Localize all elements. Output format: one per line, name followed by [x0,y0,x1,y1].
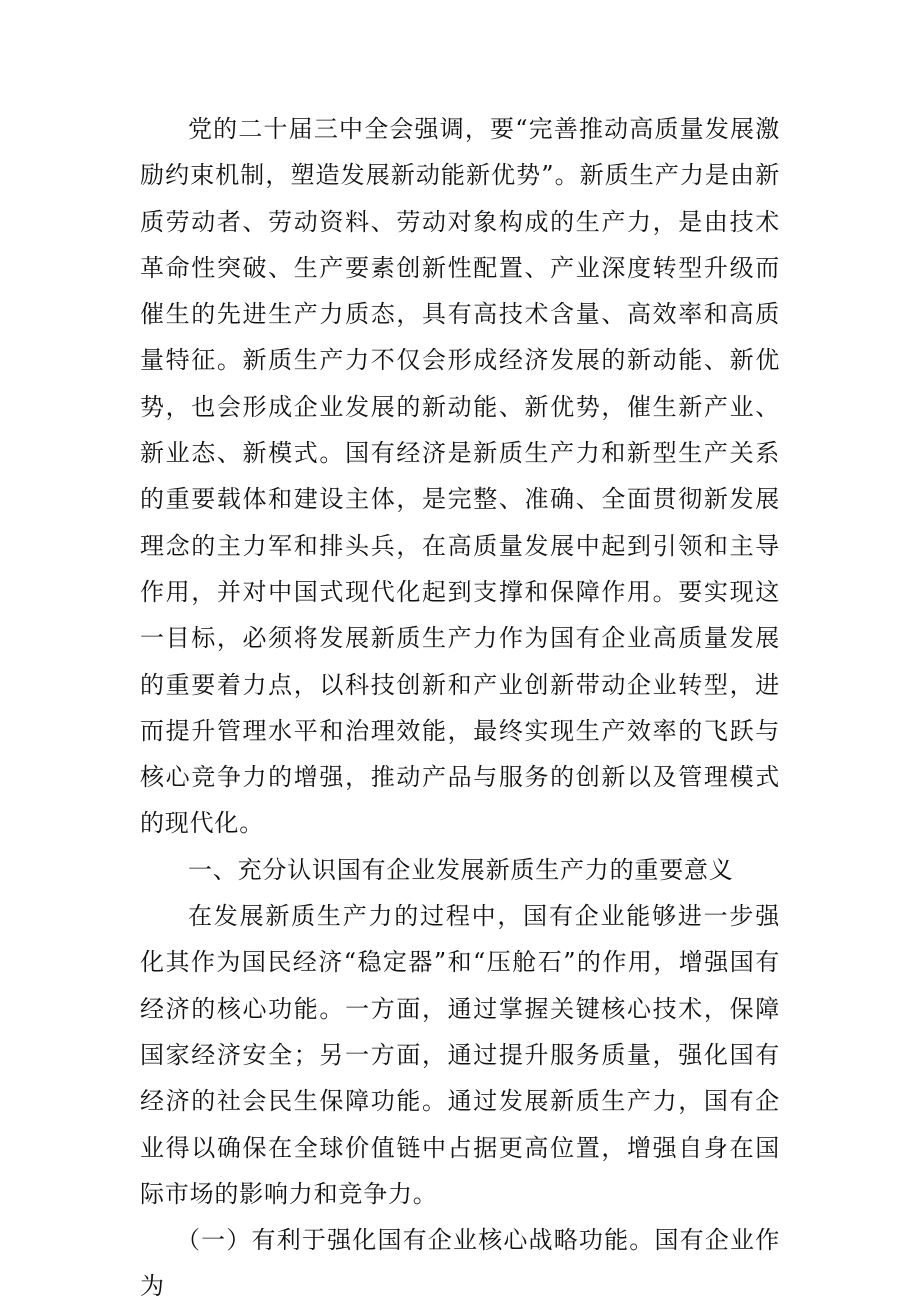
document-body [140,106,780,1310]
subsection-heading: （一）有利于强化国有企业核心战略功能。国有企业作为 [140,1226,780,1301]
paragraph-significance: 在发展新质生产力的过程中，国有企业能够进一步强化其作为国民经济“稳定器”和“压舱石”的作用，增强国有经济的核心功能。一方面，通过掌握关键核心技术，保障国家经济安全；另一方面，通过提升服务质量，强化国有经济的社会民生保障功能。通过发展新质生产力，国有企业得以确保在全球价值链中占据更高位置，增强自身在国际市场的影响力和竞争力。 [140,902,780,1208]
paragraph-intro: 党的二十届三中全会强调，要“完善推动高质量发展激励约束机制，塑造发展新动能新优势”。新质生产力是由新质劳动者、劳动资料、劳动对象构成的生产力，是由技术革命性突破、生产要素创新性配置、产业深度转型升级而催生的先进生产力质态，具有高技术含量、高效率和高质量特征。新质生产力不仅会形成经济发展的新动能、新优势，也会形成企业发展的新动能、新优势，催生新产业、新业态、新模式。国有经济是新质生产力和新型生产关系的重要载体和建设主体，是完整、准确、全面贯彻新发展理念的主力军和排头兵，在高质量发展中起到引领和主导作用，并对中国式现代化起到支撑和保障作用。要实现这一目标，必须将发展新质生产力作为国有企业高质量发展的重要着力点，以科技创新和产业创新带动企业转型，进而提升管理水平和治理效能，最终实现生产效率的飞跃与核心竞争力的增强，推动产品与服务的创新以及管理模式的现代化。 [140,115,780,838]
section-heading: 一、充分认识国有企业发展新质生产力的重要意义 [188,855,734,884]
